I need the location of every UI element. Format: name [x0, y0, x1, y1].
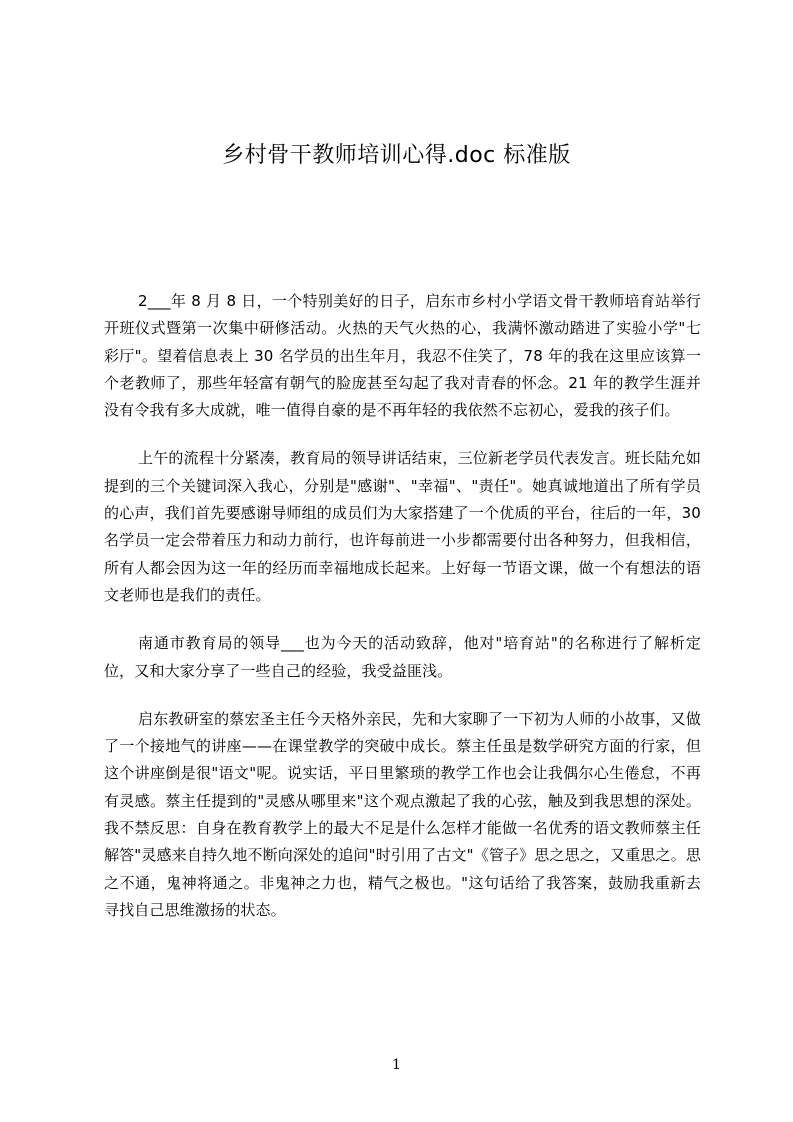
document-body [104, 288, 701, 945]
paragraph-3: 南通市教育局的领导___也为今天的活动致辞，他对"培育站"的名称进行了解析定位，又和大家分享了一些自己的经验，我受益匪浅。 [104, 634, 701, 680]
paragraph-2: 上午的流程十分紧凑，教育局的领导讲话结束，三位新老学员代表发言。班长陆允如提到的三个关键词深入我心，分别是"感谢"、"幸福"、"责任"。她真诚地道出了所有学员的心声，我们首先要感谢导师组的成员们为大家搭建了一个优质的平台，往后的一年，30 名学员一定会带着压力和动力前行，也许每前进一小步都需要付出各种努力，但我相信，所有人都会因为这一年的经历而幸福地成长起来。上好每一节语文课，做一个有想法的语文老师也是我们的责任。 [104, 449, 701, 604]
paragraph-1: 2___年 8 月 8 日，一个特别美好的日子，启东市乡村小学语文骨干教师培育站举行开班仪式暨第一次集中研修活动。火热的天气火热的心，我满怀激动踏进了实验小学"七彩厅"。望着信息表上 30 名学员的出生年月，我忍不住笑了，78 年的我在这里应该算一个老教师了，那些年轻富有朝气的脸庞甚至勾起了我对青春的怀念。21 年的教学生涯并没有令我有多大成就，唯一值得自豪的是不再年轻的我依然不忘初心，爱我的孩子们。 [104, 292, 701, 420]
page-number: 1 [392, 1057, 401, 1073]
paragraph-4: 启东教研室的蔡宏圣主任今天格外亲民，先和大家聊了一下初为人师的小故事，又做了一个接地气的讲座——在课堂教学的突破中成长。蔡主任虽是数学研究方面的行家，但这个讲座倒是很"语文"呢。说实话，平日里繁琐的教学工作也会让我偶尔心生倦怠，不再有灵感。蔡主任提到的"灵感从哪里来"这个观点激起了我的心弦，触及到我思想的深处。我不禁反思：自身在教育教学上的最大不足是什么怎样才能做一名优秀的语文教师蔡主任解答"灵感来自持久地不断向深处的追问"时引用了古文"《管子》思之思之，又重思之。思之不通，鬼神将通之。非鬼神之力也，精气之极也。"这句话给了我答案，鼓励我重新去寻找自己思维激扬的状态。 [104, 709, 701, 919]
document-title: 乡村骨干教师培训心得.doc 标准版 [222, 143, 571, 168]
